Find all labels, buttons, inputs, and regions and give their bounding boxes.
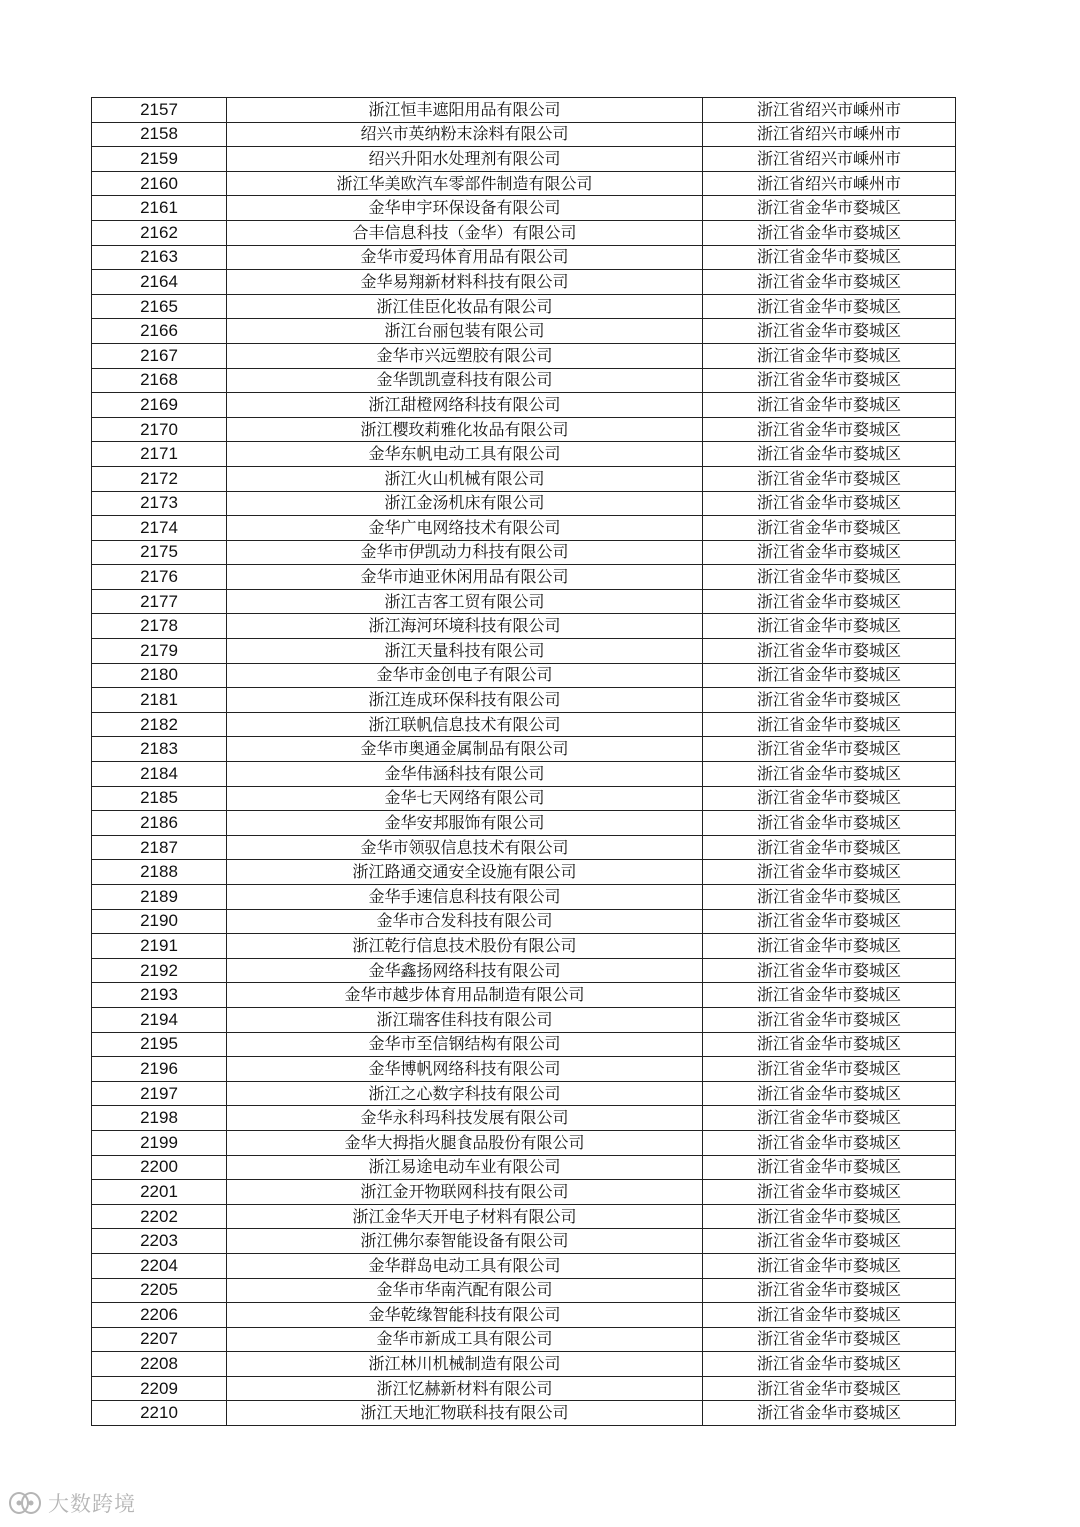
region: 浙江省金华市婺城区 <box>703 245 956 270</box>
row-number: 2196 <box>92 1057 227 1082</box>
region: 浙江省金华市婺城区 <box>703 1376 956 1401</box>
company-name: 金华市华南汽配有限公司 <box>227 1278 703 1303</box>
company-name: 金华手速信息科技有限公司 <box>227 885 703 910</box>
table-row <box>92 368 956 393</box>
table-row <box>92 1376 956 1401</box>
company-name: 金华市奥通金属制品有限公司 <box>227 737 703 762</box>
region: 浙江省金华市婺城区 <box>703 786 956 811</box>
table-row <box>92 934 956 959</box>
company-name: 浙江瑞客佳科技有限公司 <box>227 1007 703 1032</box>
region: 浙江省金华市婺城区 <box>703 885 956 910</box>
row-number: 2159 <box>92 147 227 172</box>
company-name: 浙江天地汇物联科技有限公司 <box>227 1401 703 1426</box>
company-name: 浙江樱玫莉雅化妆品有限公司 <box>227 417 703 442</box>
company-name: 金华市金创电子有限公司 <box>227 663 703 688</box>
company-name: 浙江忆赫新材料有限公司 <box>227 1376 703 1401</box>
table-row <box>92 835 956 860</box>
table-row <box>92 1106 956 1131</box>
table-row <box>92 1130 956 1155</box>
row-number: 2208 <box>92 1352 227 1377</box>
row-number: 2162 <box>92 220 227 245</box>
company-name: 浙江连成环保科技有限公司 <box>227 688 703 713</box>
row-number: 2209 <box>92 1376 227 1401</box>
company-name: 浙江金华天开电子材料有限公司 <box>227 1204 703 1229</box>
row-number: 2200 <box>92 1155 227 1180</box>
region: 浙江省金华市婺城区 <box>703 1081 956 1106</box>
row-number: 2157 <box>92 98 227 123</box>
region: 浙江省金华市婺城区 <box>703 1130 956 1155</box>
row-number: 2160 <box>92 171 227 196</box>
row-number: 2173 <box>92 491 227 516</box>
table-row <box>92 220 956 245</box>
table-row <box>92 1032 956 1057</box>
company-name: 金华安邦服饰有限公司 <box>227 811 703 836</box>
watermark-text: 大数跨境 <box>48 1492 136 1516</box>
table-row <box>92 442 956 467</box>
region: 浙江省金华市婺城区 <box>703 1352 956 1377</box>
row-number: 2185 <box>92 786 227 811</box>
brand-logo-icon <box>8 1490 42 1516</box>
row-number: 2181 <box>92 688 227 713</box>
table-row <box>92 786 956 811</box>
company-name: 浙江台丽包装有限公司 <box>227 319 703 344</box>
row-number: 2194 <box>92 1007 227 1032</box>
region: 浙江省金华市婺城区 <box>703 1253 956 1278</box>
company-name: 浙江恒丰遮阳用品有限公司 <box>227 98 703 123</box>
company-name: 金华广电网络技术有限公司 <box>227 516 703 541</box>
table-row <box>92 466 956 491</box>
row-number: 2204 <box>92 1253 227 1278</box>
region: 浙江省金华市婺城区 <box>703 1327 956 1352</box>
company-name: 浙江金汤机床有限公司 <box>227 491 703 516</box>
row-number: 2177 <box>92 589 227 614</box>
region: 浙江省金华市婺城区 <box>703 343 956 368</box>
row-number: 2165 <box>92 294 227 319</box>
row-number: 2174 <box>92 516 227 541</box>
row-number: 2193 <box>92 983 227 1008</box>
row-number: 2189 <box>92 885 227 910</box>
row-number: 2206 <box>92 1303 227 1328</box>
region: 浙江省金华市婺城区 <box>703 712 956 737</box>
table-row <box>92 885 956 910</box>
row-number: 2164 <box>92 270 227 295</box>
table-row <box>92 319 956 344</box>
region: 浙江省金华市婺城区 <box>703 1057 956 1082</box>
table-row <box>92 294 956 319</box>
company-name: 浙江天量科技有限公司 <box>227 639 703 664</box>
table-row <box>92 171 956 196</box>
region: 浙江省金华市婺城区 <box>703 589 956 614</box>
company-name: 金华市爱玛体育用品有限公司 <box>227 245 703 270</box>
row-number: 2182 <box>92 712 227 737</box>
row-number: 2183 <box>92 737 227 762</box>
table-row <box>92 516 956 541</box>
row-number: 2207 <box>92 1327 227 1352</box>
company-name: 合丰信息科技（金华）有限公司 <box>227 220 703 245</box>
company-name: 绍兴市英纳粉末涂料有限公司 <box>227 122 703 147</box>
region: 浙江省金华市婺城区 <box>703 1303 956 1328</box>
region: 浙江省金华市婺城区 <box>703 442 956 467</box>
table-row <box>92 565 956 590</box>
row-number: 2179 <box>92 639 227 664</box>
company-name: 绍兴升阳水处理剂有限公司 <box>227 147 703 172</box>
region: 浙江省金华市婺城区 <box>703 1278 956 1303</box>
region: 浙江省金华市婺城区 <box>703 294 956 319</box>
table-row <box>92 1253 956 1278</box>
table-row <box>92 270 956 295</box>
table-row <box>92 122 956 147</box>
table-row <box>92 1327 956 1352</box>
row-number: 2192 <box>92 958 227 983</box>
table-row <box>92 688 956 713</box>
company-name: 金华七天网络有限公司 <box>227 786 703 811</box>
company-name: 浙江吉客工贸有限公司 <box>227 589 703 614</box>
table-row <box>92 614 956 639</box>
company-name: 浙江之心数字科技有限公司 <box>227 1081 703 1106</box>
region: 浙江省金华市婺城区 <box>703 737 956 762</box>
row-number: 2202 <box>92 1204 227 1229</box>
region: 浙江省金华市婺城区 <box>703 934 956 959</box>
row-number: 2199 <box>92 1130 227 1155</box>
region: 浙江省金华市婺城区 <box>703 983 956 1008</box>
company-name: 金华市合发科技有限公司 <box>227 909 703 934</box>
region: 浙江省金华市婺城区 <box>703 1204 956 1229</box>
row-number: 2203 <box>92 1229 227 1254</box>
table-row <box>92 958 956 983</box>
region: 浙江省绍兴市嵊州市 <box>703 171 956 196</box>
table-row <box>92 196 956 221</box>
row-number: 2166 <box>92 319 227 344</box>
row-number: 2198 <box>92 1106 227 1131</box>
region: 浙江省金华市婺城区 <box>703 270 956 295</box>
company-name: 金华市迪亚休闲用品有限公司 <box>227 565 703 590</box>
table-row <box>92 762 956 787</box>
company-name: 金华申宇环保设备有限公司 <box>227 196 703 221</box>
table-row <box>92 540 956 565</box>
company-name: 浙江路通交通安全设施有限公司 <box>227 860 703 885</box>
table-row <box>92 1303 956 1328</box>
company-name: 金华博帆网络科技有限公司 <box>227 1057 703 1082</box>
region: 浙江省金华市婺城区 <box>703 1229 956 1254</box>
table-row <box>92 1007 956 1032</box>
region: 浙江省金华市婺城区 <box>703 491 956 516</box>
company-name: 浙江甜橙网络科技有限公司 <box>227 393 703 418</box>
region: 浙江省绍兴市嵊州市 <box>703 122 956 147</box>
company-name: 浙江华美欧汽车零部件制造有限公司 <box>227 171 703 196</box>
company-name: 金华市新成工具有限公司 <box>227 1327 703 1352</box>
table-row <box>92 639 956 664</box>
row-number: 2172 <box>92 466 227 491</box>
region: 浙江省金华市婺城区 <box>703 393 956 418</box>
region: 浙江省金华市婺城区 <box>703 516 956 541</box>
watermark <box>8 1488 136 1518</box>
table-body <box>92 98 956 1426</box>
table-row <box>92 1401 956 1426</box>
table-row <box>92 1229 956 1254</box>
row-number: 2161 <box>92 196 227 221</box>
table-row <box>92 663 956 688</box>
row-number: 2175 <box>92 540 227 565</box>
region: 浙江省金华市婺城区 <box>703 958 956 983</box>
row-number: 2190 <box>92 909 227 934</box>
company-name: 金华伟涵科技有限公司 <box>227 762 703 787</box>
company-name: 浙江海河环境科技有限公司 <box>227 614 703 639</box>
company-name: 金华永科玛科技发展有限公司 <box>227 1106 703 1131</box>
row-number: 2186 <box>92 811 227 836</box>
company-name: 金华凯凯壹科技有限公司 <box>227 368 703 393</box>
company-name: 金华易翔新材料科技有限公司 <box>227 270 703 295</box>
table-row <box>92 983 956 1008</box>
region: 浙江省金华市婺城区 <box>703 220 956 245</box>
region: 浙江省金华市婺城区 <box>703 1032 956 1057</box>
table-row <box>92 1278 956 1303</box>
row-number: 2205 <box>92 1278 227 1303</box>
region: 浙江省金华市婺城区 <box>703 762 956 787</box>
company-name: 金华市越步体育用品制造有限公司 <box>227 983 703 1008</box>
company-name: 浙江联帆信息技术有限公司 <box>227 712 703 737</box>
row-number: 2167 <box>92 343 227 368</box>
region: 浙江省金华市婺城区 <box>703 835 956 860</box>
table-row <box>92 1155 956 1180</box>
company-name: 金华乾缘智能科技有限公司 <box>227 1303 703 1328</box>
region: 浙江省金华市婺城区 <box>703 811 956 836</box>
row-number: 2176 <box>92 565 227 590</box>
region: 浙江省金华市婺城区 <box>703 417 956 442</box>
company-name: 金华市领驭信息技术有限公司 <box>227 835 703 860</box>
row-number: 2191 <box>92 934 227 959</box>
company-name: 金华群岛电动工具有限公司 <box>227 1253 703 1278</box>
region: 浙江省绍兴市嵊州市 <box>703 147 956 172</box>
company-name: 金华鑫扬网络科技有限公司 <box>227 958 703 983</box>
region: 浙江省金华市婺城区 <box>703 909 956 934</box>
region: 浙江省金华市婺城区 <box>703 368 956 393</box>
company-name: 浙江佳臣化妆品有限公司 <box>227 294 703 319</box>
company-name: 金华市至信钢结构有限公司 <box>227 1032 703 1057</box>
row-number: 2168 <box>92 368 227 393</box>
region: 浙江省金华市婺城区 <box>703 466 956 491</box>
region: 浙江省金华市婺城区 <box>703 688 956 713</box>
company-name: 金华东帆电动工具有限公司 <box>227 442 703 467</box>
company-name: 金华大拇指火腿食品股份有限公司 <box>227 1130 703 1155</box>
region: 浙江省金华市婺城区 <box>703 319 956 344</box>
region: 浙江省金华市婺城区 <box>703 639 956 664</box>
row-number: 2169 <box>92 393 227 418</box>
table-row <box>92 417 956 442</box>
company-name: 浙江易途电动车业有限公司 <box>227 1155 703 1180</box>
company-name: 金华市伊凯动力科技有限公司 <box>227 540 703 565</box>
table-row <box>92 737 956 762</box>
region: 浙江省金华市婺城区 <box>703 1180 956 1205</box>
table-row <box>92 860 956 885</box>
region: 浙江省金华市婺城区 <box>703 1401 956 1426</box>
row-number: 2184 <box>92 762 227 787</box>
table-row <box>92 1057 956 1082</box>
row-number: 2195 <box>92 1032 227 1057</box>
table-row <box>92 1180 956 1205</box>
region: 浙江省金华市婺城区 <box>703 1106 956 1131</box>
region: 浙江省金华市婺城区 <box>703 663 956 688</box>
table-row <box>92 811 956 836</box>
row-number: 2197 <box>92 1081 227 1106</box>
table-row <box>92 98 956 123</box>
region: 浙江省金华市婺城区 <box>703 614 956 639</box>
row-number: 2171 <box>92 442 227 467</box>
table-row <box>92 909 956 934</box>
region: 浙江省金华市婺城区 <box>703 860 956 885</box>
row-number: 2180 <box>92 663 227 688</box>
table-row <box>92 712 956 737</box>
table-row <box>92 589 956 614</box>
table-row <box>92 147 956 172</box>
table-row <box>92 1204 956 1229</box>
table-row <box>92 245 956 270</box>
row-number: 2210 <box>92 1401 227 1426</box>
company-name: 浙江金开物联网科技有限公司 <box>227 1180 703 1205</box>
region: 浙江省绍兴市嵊州市 <box>703 98 956 123</box>
row-number: 2178 <box>92 614 227 639</box>
company-name: 浙江乾行信息技术股份有限公司 <box>227 934 703 959</box>
region: 浙江省金华市婺城区 <box>703 540 956 565</box>
table-row <box>92 491 956 516</box>
table-row <box>92 1081 956 1106</box>
table-row <box>92 343 956 368</box>
region: 浙江省金华市婺城区 <box>703 565 956 590</box>
region: 浙江省金华市婺城区 <box>703 196 956 221</box>
company-list-table <box>91 97 956 1426</box>
table-row <box>92 1352 956 1377</box>
company-name: 浙江火山机械有限公司 <box>227 466 703 491</box>
region: 浙江省金华市婺城区 <box>703 1007 956 1032</box>
table-row <box>92 393 956 418</box>
row-number: 2158 <box>92 122 227 147</box>
row-number: 2187 <box>92 835 227 860</box>
row-number: 2163 <box>92 245 227 270</box>
row-number: 2201 <box>92 1180 227 1205</box>
company-name: 金华市兴远塑胶有限公司 <box>227 343 703 368</box>
row-number: 2188 <box>92 860 227 885</box>
region: 浙江省金华市婺城区 <box>703 1155 956 1180</box>
row-number: 2170 <box>92 417 227 442</box>
company-name: 浙江林川机械制造有限公司 <box>227 1352 703 1377</box>
company-name: 浙江佛尔泰智能设备有限公司 <box>227 1229 703 1254</box>
